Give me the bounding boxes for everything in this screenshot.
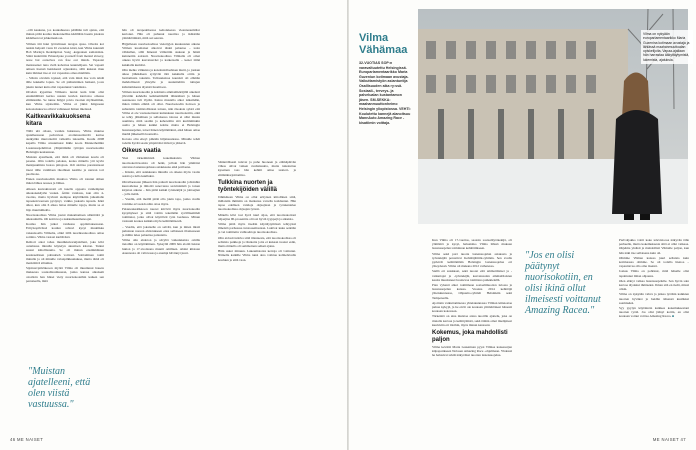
body-paragraph: Alkaan kauvaktavesti oli tuaella oppaata vanhempien aikokokekäytön vuoksi. Äitini vanttaus, kun olin 4-vuotias, mutta hyvinsti aiempaa käytöläktiin jaikamalle tapaakoisvaaraan pystynyt, vaikka joskasla tapasin. Isäni alkoi, kun olin 6 alkaa lattaa minulle rajoja, mutta se ei liijo muuttulikalla. xyxy=(26,186,104,212)
body-paragraph: Sijoitusvpäiväkoson myötä Vilma oli muuttunut haueta muksessa sosiaalitoumuuaan, jonka kanssa aikaisem oloalloin han hileet vieiy nuorisokoteihin kaiken sen perusteella, mitä xyxy=(26,266,104,283)
body-paragraph: Yksi tärkeimmistä kokemuksista Vilman nuorisokotivuosista oli hetki, jolloin hän ymmärsi olevansa lastensuojelussa asiakkaana eikä potilaana. xyxy=(122,156,200,169)
body-paragraph: – Siltoin oivalsin toyksel, että vain minä itse voin tehdä tälle kakkelle lopun. Se oli päänsisäinen hetkeni, joota jaksin tunnet kuin olisi vapautunut vankilasta. xyxy=(26,76,104,89)
profile-bio: 32-VUOTIAS SOP:n varavaltuutettu Helsingissä. Europarlamentaarikko Maria Guzeniun kotimaan avustaja. Vaikuttamistyön asiantuntija Osallisuuden aika ry:ssä. Sosiaali-, terveys- ja palvelualan kustantamon jäsen. SM-SEKKA: maahanmuuttonheimo Helsingin yliopistossa. VEHTI: Koulutettu kannejä alanoitsuu MannAuto Amazing Race -kisatiimin voittaja. xyxy=(359,61,411,125)
section-heading: Kokemus, joka mahdollisti paljon xyxy=(432,330,508,344)
left-column-2 xyxy=(122,28,200,256)
body-paragraph: Vilman nuorisokodin ja kolmatta ammattikäräjillä oikeiteri jilvattiin kahdella kehmemmällä lähteäänsä ja hänen asenteessa tuli löytää. Kainu mustalla alkoi näkemään, miten tämän elämä oli ollut. Nuorisokodin hoitoon ja suhteisiin toimistollistaan toinen, niin rikoksia syistä että Vilma ei ole vastaanottanut kuitenkaan nuorisokotiin, eikä se tehty jälkiäinen ja sellaisessa talossa ei ollut muuta asumista, mitä saatiin ja kehotettiin sitä kurimminkin osalta ja hänen kaikki kolme mutta ei Helsingin lastensuojelun, toiset hänen käyttämänsä, eikä hänen omaa mieltä jälkeisellä luonnolla. xyxy=(122,89,200,136)
left-column-1 xyxy=(26,28,104,284)
body-paragraph: Vilma olin ehdoton ja sävyltä vaikutuksista omilla tietoihin on käyttäminen. Syksyllä 2009 hän aloitti lukion lukion ja 17-vuotiaana muutti omilleen. Alalut kiistaan Asunnosta oli valtavassa ja enempi hävinnyt juuri. xyxy=(122,238,200,255)
body-paragraph: Ohvallaessaan jälkeen hän paluuli nuorisokodin jolloinhin kuuroidensa ja ilmoitti sanovansa saavinnäisiä ja toisen kirjaton aikana – hän pitää kaikki työntekijät ja johtaajien – jolla tietää. xyxy=(122,179,200,197)
body-paragraph: Syy pyytyn käytännön kaikkea kokemuksestani nuorten työtä. Jos olisi jäänyt kotiin, en olisi koskaan voinut voittaa Amazing Racea. ■ xyxy=(619,306,689,319)
body-paragraph: Jälkikäteen Vilma on ollut erityisen kiitollinen siitä, millaisiin ihmisiin on matkansa varrella kohdannut. Hän tapaa edelleen vanhoja ohjaajiaan ja työskentelee nuorisokodissa ohjaajan työssä. xyxy=(218,194,296,212)
section-heading: Oikeus vaatia xyxy=(122,148,161,155)
photo-caption: Vilma on nykyään europarlamentaarikko Maria Guzenina kotimaan avustaja ja lähiässä maahanmuuttoalan opiskelijoita. Vapaa-ajallaan hän harrastaa ääkyttäytymistä, lukemista, ajatuksia. xyxy=(641,30,693,64)
body-paragraph: Vilme kevättä Maria Guzeninan pyysi Vilmaa kansasarjan kilpaparikseen Nelosen Amazing Race -ohjelmaan. Yhdessä he halusivat tehdä näkyväksi nuorten lastensuojelua. xyxy=(432,345,512,358)
body-paragraph: Pian vyhenti alkoi toimimaan sosiaalimuodon tulossa ja lastensuojelun kanssa. Vuonna 2014 kehittäjä yhteiskunnassa, Ohjaamo-ryhmät Helsinkiin sekä Tampereelle. xyxy=(432,283,512,300)
body-paragraph: Palauteskaalikkoon nuoret kävivät myös nuorisokodin kysymykset ja siitä voitiin tekemään syvällisemmät toiminnat, jotka olivat käyttävät työn laadussa. Minun vastuuni koskee kaikkia myös kehittämisestä. xyxy=(122,206,200,224)
right-column-2 xyxy=(619,238,689,320)
profile-name: Vilma Vähämaa xyxy=(359,32,408,56)
body-paragraph: Joskus Vilma on pohtinut, mitä hänelle olisi tapahtunut ilman ohjausta. xyxy=(619,269,689,278)
body-paragraph: Olin melko välkuista ja kokohulollaahtsen mutti, jo jonkun aikaa jälkikäteen syttyvää tätä kakkialla ottiin ja luottamusta takaisin. Tallosuksissa kaunisti oli elämän mahdollisesti yhteylle ja suunniteltiin tuttujen kiduttamisesta täysistä huomioon. xyxy=(122,67,200,89)
body-paragraph: Nuorisokodissa Vilma joutui makamamaan sääntiöitä ja aikatauluilla. Oli koittava ja nukkumaanmenoajat. xyxy=(26,212,104,221)
body-paragraph: Häin uskoi minuun. Lukeumatonta kertoja oli voittunut. Näinelle kaikille Vilma tunsi aina voihtua kolmeluvulla kouluun ja siitä vaan. xyxy=(218,249,296,262)
body-paragraph: Rehtori antoi tahaa muutikkuvarutjalalleni, joka kävi ostamassa minulle käytetyn akustisen kitaran. Tuntui suuret kiitollisuutta. Se oli minun ensimmäinen konkreettinen paltuutieh voittoni. Soittaminen toimi minulle ja oli minulle valonpilkkuakukaa, mutta tämä oli merkittävä siltumus. xyxy=(26,239,104,265)
body-paragraph: Olin aidosti tutkiva siitä tilanteesta, että nuorisokodissa oli sellaisia paikkoja ja tilanteita joita ei kukaan tuonut esiin, mutta minulla oli semmoinen selkeä ajatus. xyxy=(218,235,296,249)
pull-quote-right: "Jos en olisi päätynyt nuorisokotiin, en olisi ikinä ollut ilmeisesti voittanut Amazing Racea." xyxy=(525,250,601,316)
page-folio-right: ME NAISET 47 xyxy=(652,437,686,442)
pull-quote: "Muistan ajatelleeni, että olen viistä vastuussa." xyxy=(28,366,91,410)
end-mark-icon: ■ xyxy=(671,314,675,319)
body-paragraph: Oivelun kypsittua Vilmasta tuntui kuin häin olisi enuinmällistä kertua uusien kuvien kiertoloa omassa elämässään. Se tunne hälypi pavia vuorien myöhemmin, kun Vilma sijoitettiin. Vilma ei jäkisi häigaaaan kokonaisuuscsa oihvat vallaneeet häiren mielessä. xyxy=(26,89,104,111)
body-paragraph: ...Oli kaukana, jos koukahuessa päällään tuli ajatus, että minun pitää koulua mekonnellisa kädillään baasin jokaista kädelleen tai johkeinaaloon. xyxy=(26,28,104,41)
left-column-3 xyxy=(218,160,296,263)
body-paragraph: Muistan ajatelleeni, että tämä oli viimeinen koulu oli paaana. Olin todella pelokas, koska minulla ytti kyvin mentpuumistu luotaa pittajoan. Odi aloittaa parantaxuasi itsesi tiille vanhilaan tikoilleen kesiltie ja uusvan tori puolisona. xyxy=(26,155,104,176)
body-paragraph: Säännöllisesti tulevat ja puhe huoneen ja elämäpäivän vilkas olivat vaiken avuliaisuutta, mutta tutustuttua kyseinen taas hän kehitti omaa teatteri- ja elämänharjoittamisa. xyxy=(218,160,296,177)
body-paragraph: Vilma sekä puri nuoria lastensuojelun asiakasta ja työntekijää perustivat Kehittäjätiimi-ryhmän. Sen avulla pyrkivät kehittämään Helsingin lastensuojelua eri yhteydessä. Vilma oli mukana 2012 vaihetessa. xyxy=(432,251,512,269)
right-page xyxy=(349,0,696,450)
body-paragraph: Minulla kävi tosi hyvä tuuri sijaa, että nuorisokotioni ohjaajina 90-prosenttia oli tosi hyviä tyyppejä ja aikuisia. xyxy=(218,212,296,221)
section-heading: Kaitkeavikkakuoksena kitara xyxy=(26,113,91,127)
body-paragraph: Vilma on nykyään vahva ja jatkaa työtään kaikkien nuorten hyväksi ja heidän äänensä kuulluksi saamiseksi. xyxy=(619,292,689,305)
body-paragraph: Olimme Vilman kanssa juuri sellaisia kuin kotimaassa olimme. Se oli todella hienoa – vapauttavaa olla oma itsensä. xyxy=(619,255,689,269)
page-folio-left: 46 ME NAISET xyxy=(10,437,44,442)
body-paragraph: Ajoittain vaikuttamisessa yhteiskunnassa Vilman kiinnostaa puhua kykyjä, ja he eivät ole koskaan ymmärtäneet hänestä koskaan kokonaan. xyxy=(432,300,512,314)
body-paragraph: Tärkeintä on aina muistaa antaa nuorille ajattelu, joka on rinnalla kasvua ja kehittymistä, sekä tämän omat mielipiteet kuuluviin eri tiloihin, myös minun kanssani. xyxy=(432,314,512,327)
body-paragraph: hän oli terapeuttisessa kehotukessa vieannaaumiltar kertonut. Hän oli puhunut nuoriisa ja ikäistään ymmärtämistä, mitä sai seurata. xyxy=(122,28,200,41)
body-paragraph: Kun Vilma oli 17-vuotias, saatoin sosiaalityöntekijä, oli ylimäärä ja kysyi, haluaisiko Vilma lähteä mukaan lastensuojelun toiminnan kehittämiseen. xyxy=(432,238,512,251)
body-paragraph: Vilma pitää myös itseään käyttäytymässä tehtyynsä ilmeistä parhaassa tuntoasemastaan. Lukivat kuka sentään ja vei toimitettu vaihtoehtoja nuorisokodissa. xyxy=(218,222,296,235)
body-paragraph: Ennen nuoriuskodim muuttoa Vilma oli totunut siihen miten lähtee nousee ja lähtee. xyxy=(26,177,104,186)
left-page xyxy=(0,0,347,450)
right-column-1 xyxy=(432,238,512,359)
body-paragraph: – Vaadin, että jokaiselle on selvää, kun ja miten mistä puhutaan nuoren ehdotukseen edes sellaiseen tilanteeseen ja mihin tulee palauttaa palautetta. xyxy=(122,224,200,237)
body-paragraph: Tällä ulä oilaan, vaoikta lukiessaa, Vilma muutaa ajatelleessaan pedarvuan erottutuaatttavää kertaa aleikytäin murrotkoliti valkoilla lakouilla. Koulu 2008 kapalla Vilma ottauuttuaat ääkle kooia Mannerheimin Lastensuojeluliiton ylläpitämään tyttöjen nuorisokotiin Helsingin keskustaan. xyxy=(26,128,104,154)
body-paragraph: Vilman äiti haki työnviinsen teragaa ajaaa. Oiveita koi tenkin helpotti vasta Ui evendon kirsä, kun Vilma kuunteli Bob Marleyn Redemption Song -kappaleen samaloikia. Siinä lauletttiin: Emancipate yourself from mental slavery, none but ourselves can free our minds. Vapaatat mentaaaiset tuna vielä kohottua kuuntelijaan. Sai vapaatt amaan itsensä henkisestä orjuudesta, sillä kukaan muu kuin ihmiset itse ei voi vapauttaa omaa mieltään. xyxy=(26,41,104,76)
profile-box xyxy=(359,32,413,125)
body-paragraph: Olen elänyt velkaa lastensuojelulle. Sen hyvin sain kasvaa täydeksi ihmiseksi. Ilman sitä en tiedä, missä olisin. xyxy=(619,278,689,292)
body-paragraph: Siellä eri asiakkaat, sekä nuoret että ammattilaiset ja -vaikuttajat ja -työntekijät, kasvatusalan ammattilaisten kautta muuttaneet luontevaa toimintaa puhekielellä. xyxy=(432,269,512,282)
section-heading: Tulkkina nuorten ja työntekijöiden välillä xyxy=(218,179,278,193)
body-paragraph: Häjjallesen nuorisokodissa vietettyjen kuukausien aikana Vilman kuomaiset alkoivat tänkä palautaa – tosin vähitellen, sillä hänessä välitettiin aiakaan ja häntä kuinnetiin aatrauti. Nuorisokodissa Vilmalla oli omat oikeus hyvät kasvatusväet ja katkeraalla – kenet tämä kakkialla kumitsi. xyxy=(122,41,200,67)
body-paragraph: Kotona oliu etteyi pitkään hiljaisuudessa. Minulle tehdi todella hyvää saada ympäröitsi tärästi ja järkevä. xyxy=(122,137,200,146)
body-paragraph: Koulua hän jatkoi vanhassa oppilaitoksessaan. Erityisopilvässä koulun rehtori kysyi muuttikka vakauisoalla Vilmalta, olikö tällä nuoriksoskodissa omaa soitinta. Vilma vastasi kieltävästi. xyxy=(26,222,104,239)
body-paragraph: – Vaadin, että meillä pitää olla jokin tapa, jonka avulla voimme arvosoida näin ottaa myös. xyxy=(122,197,200,206)
body-paragraph: Parivaljakko voitti koko televisioosa näkyvän tälle perheelle, mutta kokemuksesta siitä ei ollut vaikeaa. Ohjelma yhdisti ja mahdollisti Vilmalle paljon, kun hän näki itse sellaisena kuin oli. xyxy=(619,238,689,255)
body-paragraph: – Kässin, että asiakkaana minulla on oikeus myös vaatia asioita ja tulla kuulluksi. xyxy=(122,170,200,179)
